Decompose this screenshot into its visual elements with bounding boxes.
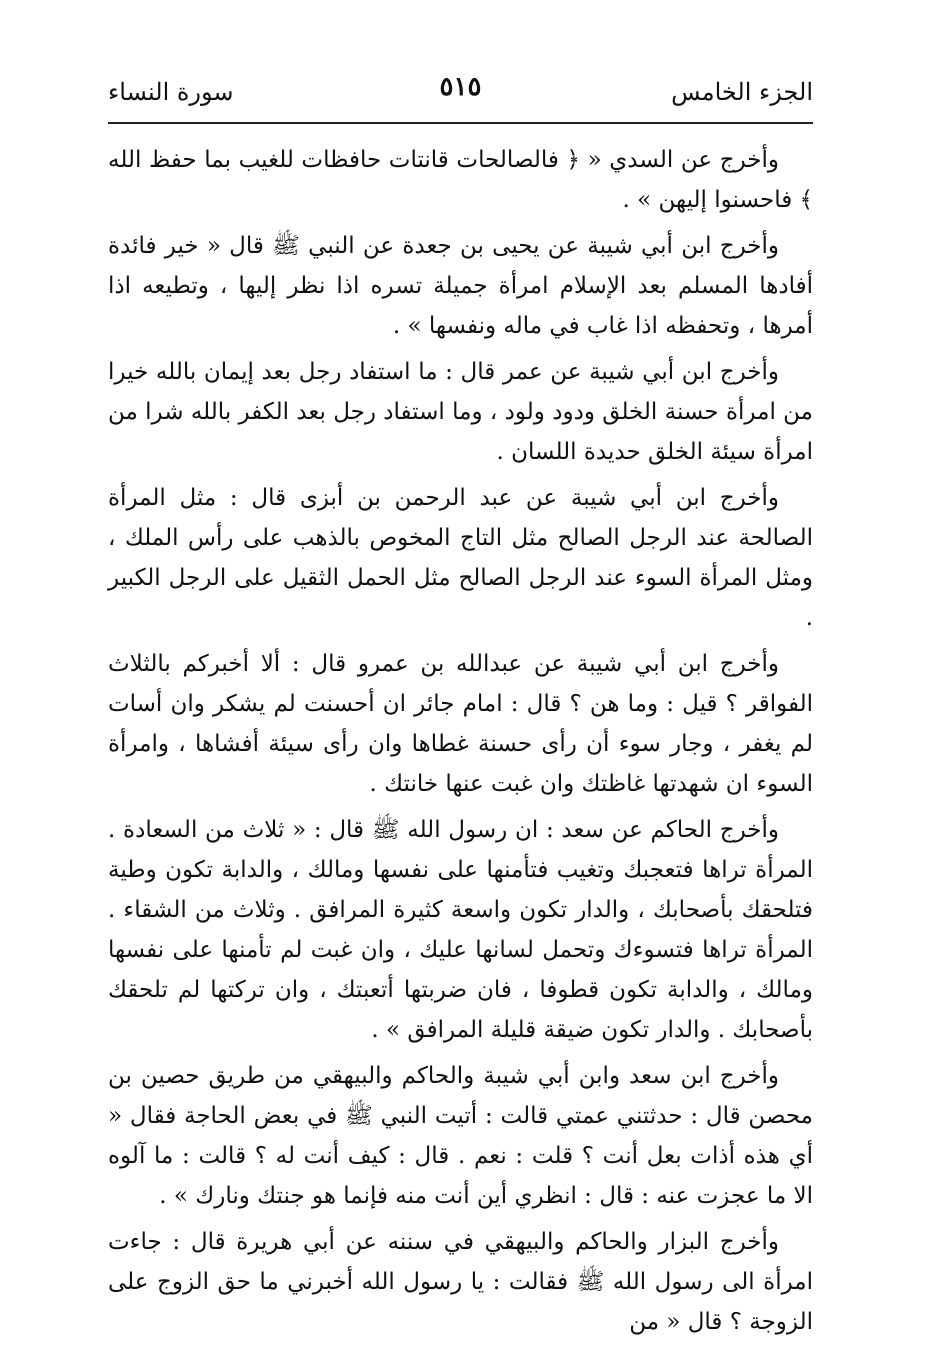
paragraph: وأخرج عن السدي « ﴿ فالصالحات قانتات حافظات للغيب بما حفظ الله ﴾ فاحسنوا إليهن » . (108, 147, 813, 213)
paragraph: وأخرج ابن أبي شيبة عن عمر قال : ما استفاد رجل بعد إيمان بالله خيرا من امرأة حسنة الخلق ودود ولود ، وما استفاد رجل بعد الكفر بالله شرا من امرأة سيئة الخلق حديدة اللسان . (108, 359, 813, 465)
header-divider (108, 122, 813, 124)
paragraph: وأخرج ابن سعد وابن أبي شيبة والحاكم والبيهقي من طريق حصين بن محصن قال : حدثتني عمتي قالت : أتيت النبي ﷺ في بعض الحاجة فقال « أي هذه أذات بعل أنت ؟ قلت : نعم . قال : كيف أنت له ؟ قالت : ما آلوه الا ما عجزت عنه : قال : انظري أين أنت منه فإنما هو جنتك ونارك » . (108, 1063, 813, 1209)
paragraph: وأخرج ابن أبي شيبة عن يحيى بن جعدة عن النبي ﷺ قال « خير فائدة أفادها المسلم بعد الإسلام امرأة جميلة تسره اذا نظر إليها ، وتطيعه اذا أمرها ، وتحفظه اذا غاب في ماله ونفسها » . (108, 233, 813, 339)
paragraph: وأخرج الحاكم عن سعد : ان رسول الله ﷺ قال : « ثلاث من السعادة . المرأة تراها فتعجبك وتغيب فتأمنها على نفسها ومالك ، والدابة تكون وطية فتلحقك بأصحابك ، والدار تكون واسعة كثيرة المرافق . وثلاث من الشقاء . المرأة تراها فتسوءك وتحمل لسانها عليك ، وان غبت لم تأمنها على نفسها ومالك ، والدابة تكون قطوفا ، فان ضربتها أتعبتك ، وان تركتها لم تلحقك بأصحابك . والدار تكون ضيقة قليلة المرافق » . (108, 817, 813, 1043)
page-number: ٥١٥ (439, 72, 482, 102)
juz-label: الجزء الخامس (671, 78, 813, 106)
paragraph: وأخرج ابن أبي شيبة عن عبد الرحمن بن أبزى قال : مثل المرأة الصالحة عند الرجل الصالح مثل التاج المخوص بالذهب على رأس الملك ، ومثل المرأة السوء عند الرجل الصالح مثل الحمل الثقيل على الرجل الكبير . (108, 485, 813, 631)
page-body (108, 140, 813, 1348)
page-header (108, 72, 813, 116)
paragraph: وأخرج ابن أبي شيبة عن عبدالله بن عمرو قال : ألا أخبركم بالثلاث الفواقر ؟ قيل : وما هن ؟ قال : امام جائر ان أحسنت لم يشكر وان أسات لم يغفر ، وجار سوء أن رأى حسنة غطاها وان رأى سيئة أفشاها ، وامرأة السوء ان شهدتها غاظتك وان غبت عنها خانتك . (108, 651, 813, 797)
surah-label: سورة النساء (108, 78, 234, 106)
paragraph: وأخرج البزار والحاكم والبيهقي في سننه عن أبي هريرة قال : جاءت امرأة الى رسول الله ﷺ فقالت : يا رسول الله أخبرني ما حق الزوج على الزوجة ؟ قال « من (108, 1229, 813, 1335)
